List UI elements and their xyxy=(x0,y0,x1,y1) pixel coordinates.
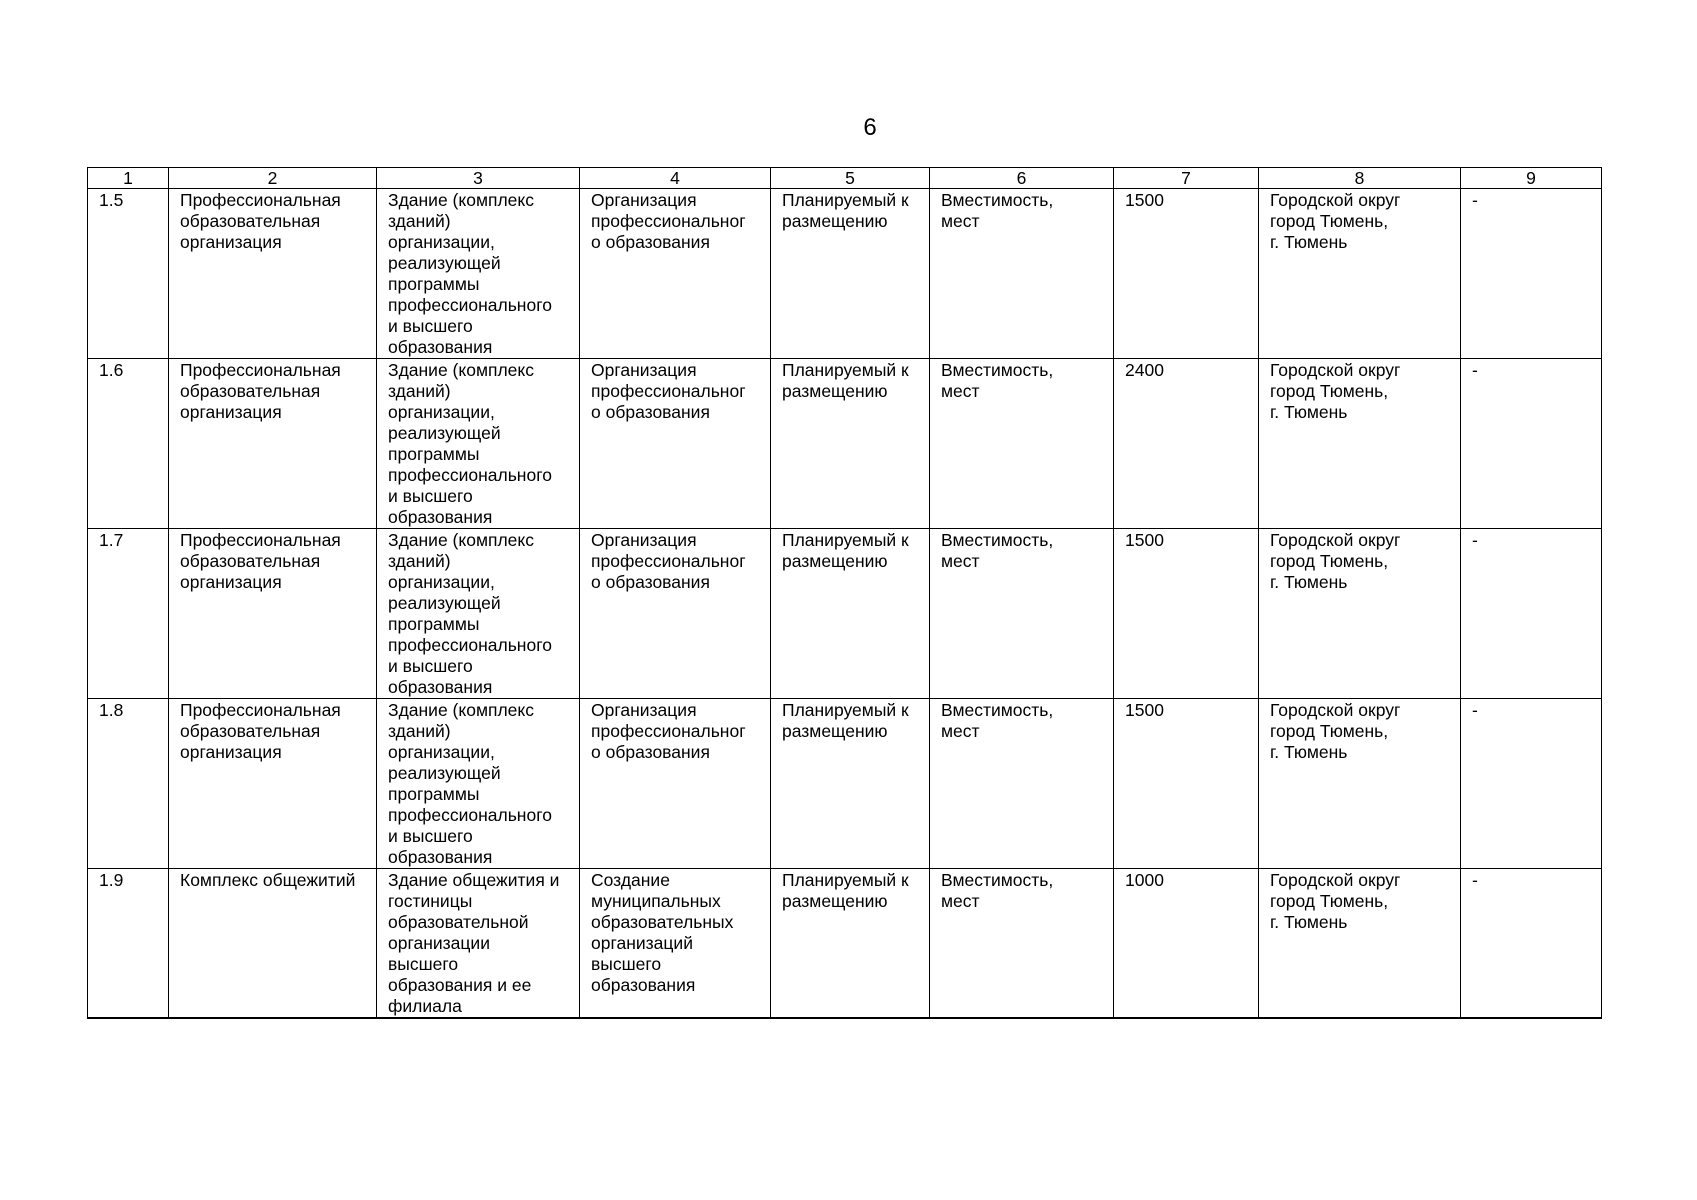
object-name-cell: Профессиональная образовательная организация xyxy=(169,359,377,529)
zone-cell: - xyxy=(1461,869,1602,1019)
object-name-cell: Комплекс общежитий xyxy=(169,869,377,1019)
object-type-cell: Здание (комплекс зданий) организации, реализующей программы профессионального и высшего образования xyxy=(377,529,580,699)
characteristic-cell: Вместимость, мест xyxy=(930,359,1114,529)
object-name-cell: Профессиональная образовательная организация xyxy=(169,189,377,359)
table-row xyxy=(88,699,1602,869)
zone-cell: - xyxy=(1461,699,1602,869)
table-header-row xyxy=(88,168,1602,189)
page-number: 6 xyxy=(863,114,877,141)
object-type-cell: Здание общежития и гостиницы образовательной организации высшего образования и ее филиала xyxy=(377,869,580,1019)
table-row xyxy=(88,359,1602,529)
status-cell: Планируемый к размещению xyxy=(771,359,930,529)
header-cell-5: 5 xyxy=(771,168,930,189)
value-cell: 2400 xyxy=(1114,359,1259,529)
header-cell-3: 3 xyxy=(377,168,580,189)
status-cell: Планируемый к размещению xyxy=(771,529,930,699)
purpose-cell: Создание муниципальных образовательных организаций высшего образования xyxy=(580,869,771,1019)
zone-cell: - xyxy=(1461,359,1602,529)
status-cell: Планируемый к размещению xyxy=(771,189,930,359)
purpose-cell: Организация профессиональног о образования xyxy=(580,189,771,359)
purpose-cell: Организация профессиональног о образования xyxy=(580,529,771,699)
location-cell: Городской округ город Тюмень, г. Тюмень xyxy=(1259,359,1461,529)
header-cell-6: 6 xyxy=(930,168,1114,189)
row-number-cell: 1.5 xyxy=(88,189,169,359)
header-cell-9: 9 xyxy=(1461,168,1602,189)
location-cell: Городской округ город Тюмень, г. Тюмень xyxy=(1259,189,1461,359)
table-row xyxy=(88,189,1602,359)
table-row xyxy=(88,529,1602,699)
characteristic-cell: Вместимость, мест xyxy=(930,529,1114,699)
characteristic-cell: Вместимость, мест xyxy=(930,699,1114,869)
value-cell: 1000 xyxy=(1114,869,1259,1019)
header-cell-2: 2 xyxy=(169,168,377,189)
row-number-cell: 1.6 xyxy=(88,359,169,529)
characteristic-cell: Вместимость, мест xyxy=(930,869,1114,1019)
location-cell: Городской округ город Тюмень, г. Тюмень xyxy=(1259,699,1461,869)
row-number-cell: 1.7 xyxy=(88,529,169,699)
purpose-cell: Организация профессиональног о образования xyxy=(580,359,771,529)
row-number-cell: 1.9 xyxy=(88,869,169,1019)
purpose-cell: Организация профессиональног о образования xyxy=(580,699,771,869)
zone-cell: - xyxy=(1461,189,1602,359)
value-cell: 1500 xyxy=(1114,189,1259,359)
object-name-cell: Профессиональная образовательная организация xyxy=(169,529,377,699)
header-cell-1: 1 xyxy=(88,168,169,189)
location-cell: Городской округ город Тюмень, г. Тюмень xyxy=(1259,869,1461,1019)
object-type-cell: Здание (комплекс зданий) организации, реализующей программы профессионального и высшего образования xyxy=(377,699,580,869)
value-cell: 1500 xyxy=(1114,699,1259,869)
object-type-cell: Здание (комплекс зданий) организации, реализующей программы профессионального и высшего образования xyxy=(377,189,580,359)
value-cell: 1500 xyxy=(1114,529,1259,699)
characteristic-cell: Вместимость, мест xyxy=(930,189,1114,359)
object-type-cell: Здание (комплекс зданий) организации, реализующей программы профессионального и высшего образования xyxy=(377,359,580,529)
location-cell: Городской округ город Тюмень, г. Тюмень xyxy=(1259,529,1461,699)
header-cell-7: 7 xyxy=(1114,168,1259,189)
status-cell: Планируемый к размещению xyxy=(771,869,930,1019)
row-number-cell: 1.8 xyxy=(88,699,169,869)
header-cell-8: 8 xyxy=(1259,168,1461,189)
table-row xyxy=(88,869,1602,1019)
status-cell: Планируемый к размещению xyxy=(771,699,930,869)
planned-objects-table xyxy=(87,167,1602,1019)
header-cell-4: 4 xyxy=(580,168,771,189)
object-name-cell: Профессиональная образовательная организация xyxy=(169,699,377,869)
zone-cell: - xyxy=(1461,529,1602,699)
